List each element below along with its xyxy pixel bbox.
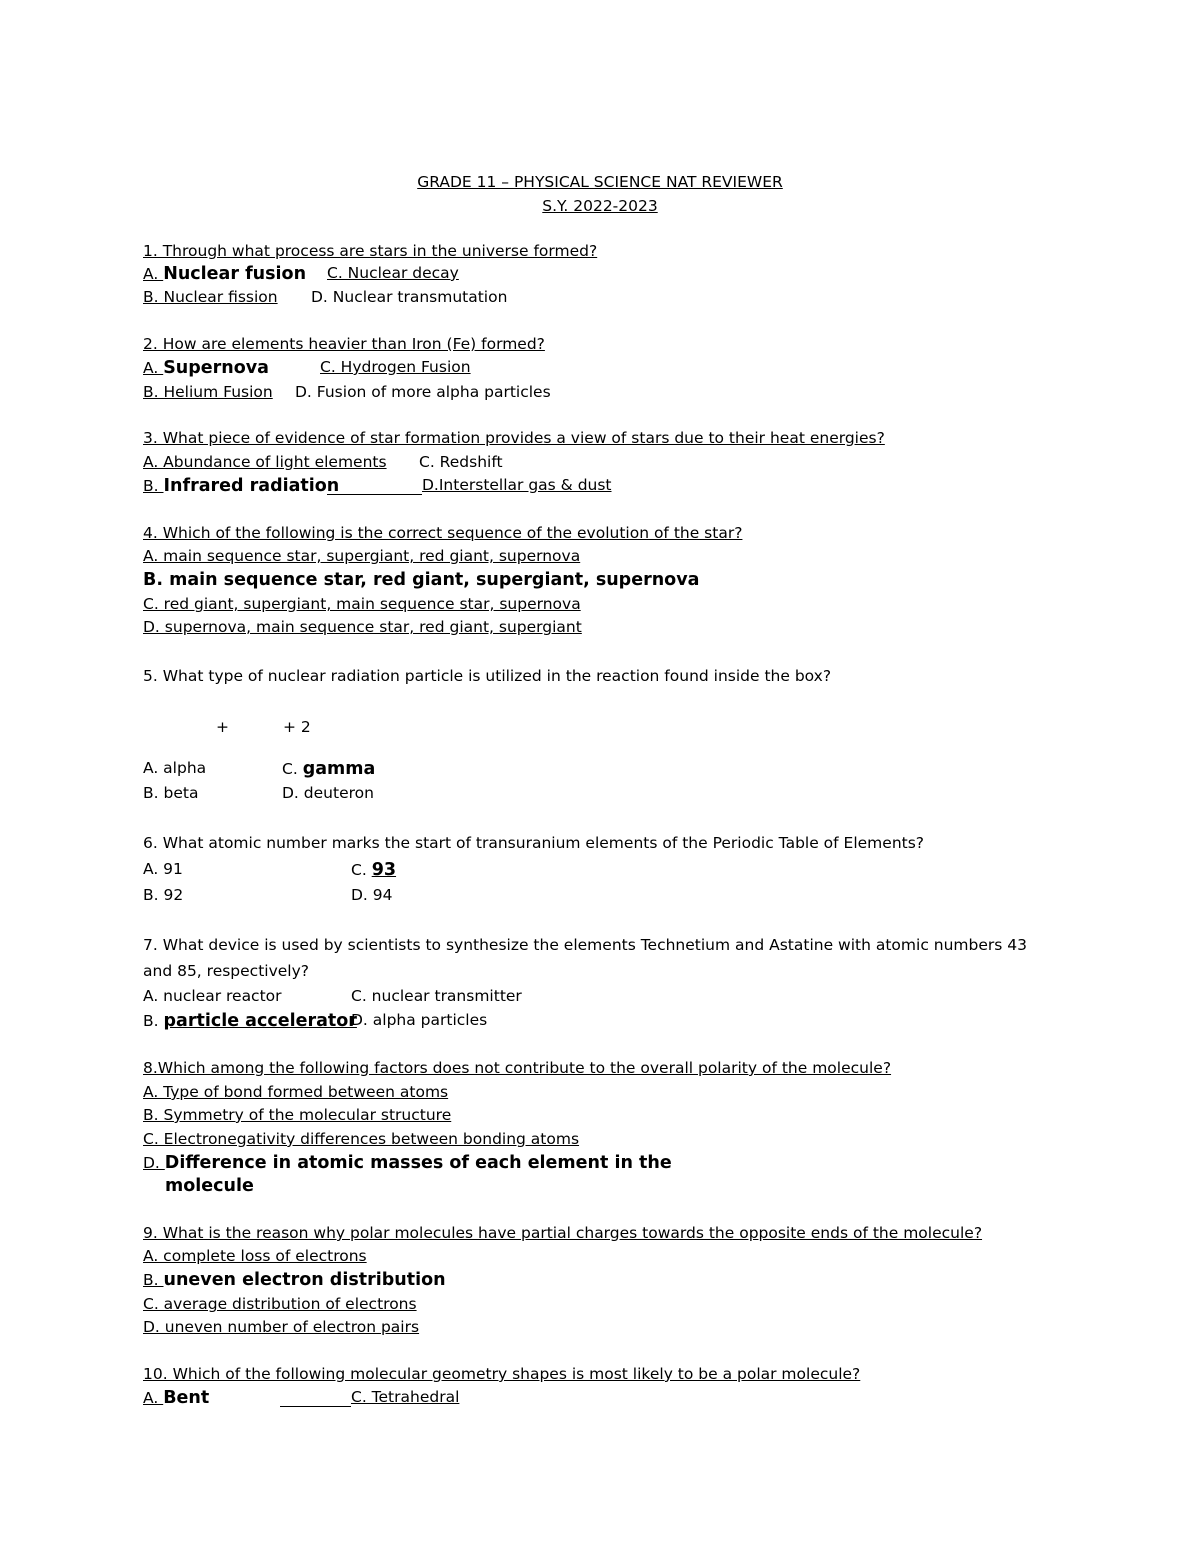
equation-plus: + bbox=[216, 718, 229, 736]
correct-answer-cont: molecule bbox=[165, 1176, 254, 1196]
choice-label: B. bbox=[143, 1012, 164, 1030]
question-7-line-1: 7. What device is used by scientists to synthesize the elements Technetium and Astatine with atomic numbers 43 bbox=[143, 936, 1027, 954]
question-9-row-b bbox=[143, 1272, 446, 1290]
question-1: 1. Through what process are stars in the universe formed? bbox=[143, 242, 598, 260]
question-4: 4. Which of the following is the correct sequence of the evolution of the star? bbox=[143, 524, 743, 542]
question-2: 2. How are elements heavier than Iron (Fe) formed? bbox=[143, 335, 545, 353]
question-6-row-2 bbox=[143, 886, 393, 904]
choice-c: C. Hydrogen Fusion bbox=[320, 358, 471, 376]
choice-a: A. complete loss of electrons bbox=[143, 1247, 367, 1265]
choice-a: A. main sequence star, supergiant, red giant, supernova bbox=[143, 547, 581, 565]
choice-d: D. 94 bbox=[351, 886, 393, 904]
choice-label: B. bbox=[143, 477, 164, 495]
choice-c: C. red giant, supergiant, main sequence star, supernova bbox=[143, 595, 581, 613]
question-5-row-2 bbox=[143, 784, 374, 802]
choice-a: A. 91 bbox=[143, 860, 183, 878]
choice-d: D. deuteron bbox=[282, 784, 374, 802]
question-10: 10. Which of the following molecular geometry shapes is most likely to be a polar molecule? bbox=[143, 1365, 861, 1383]
choice-label: A. bbox=[143, 359, 164, 377]
choice-a: A. alpha bbox=[143, 759, 207, 777]
question-5: 5. What type of nuclear radiation particle is utilized in the reaction found inside the box? bbox=[143, 667, 832, 685]
correct-answer: Nuclear fusion bbox=[163, 264, 307, 284]
choice-a: A. nuclear reactor bbox=[143, 987, 282, 1005]
correct-answer: gamma bbox=[302, 759, 376, 779]
choice-label: A. bbox=[143, 265, 164, 283]
choice-d: D. Fusion of more alpha particles bbox=[295, 383, 551, 401]
correct-answer: particle accelerator bbox=[163, 1011, 357, 1031]
choice-c: C. Redshift bbox=[419, 453, 503, 471]
equation-plus-2: + 2 bbox=[283, 718, 311, 736]
choice-c: C. nuclear transmitter bbox=[351, 987, 522, 1005]
choice-a: A. Abundance of light elements bbox=[143, 453, 387, 471]
correct-answer: uneven electron distribution bbox=[163, 1270, 446, 1290]
question-8-row-d bbox=[143, 1155, 672, 1173]
question-7-line-2: and 85, respectively? bbox=[143, 962, 310, 980]
choice-c: C. average distribution of electrons bbox=[143, 1295, 417, 1313]
question-6: 6. What atomic number marks the start of transuranium elements of the Periodic Table of Elements? bbox=[143, 834, 925, 852]
question-2-row-2 bbox=[143, 383, 551, 401]
question-7-row-1 bbox=[143, 987, 522, 1005]
choice-c: C. Nuclear decay bbox=[327, 264, 459, 282]
correct-answer: Bent bbox=[163, 1388, 210, 1408]
choice-label: B. bbox=[143, 1271, 164, 1289]
choice-c: C. Tetrahedral bbox=[351, 1388, 460, 1406]
answer-blank bbox=[327, 478, 422, 495]
choice-b: B. beta bbox=[143, 784, 199, 802]
choice-c: C. Electronegativity differences between bonding atoms bbox=[143, 1130, 580, 1148]
document-title: GRADE 11 – PHYSICAL SCIENCE NAT REVIEWER bbox=[417, 173, 783, 191]
choice-label: C. bbox=[282, 760, 303, 778]
correct-answer: B. main sequence star, red giant, supergiant, supernova bbox=[143, 570, 700, 590]
correct-answer: Supernova bbox=[163, 358, 269, 378]
choice-c bbox=[282, 761, 375, 779]
question-3-row-1 bbox=[143, 453, 503, 471]
question-10-row-1 bbox=[143, 1388, 460, 1408]
choice-d: D.Interstellar gas & dust bbox=[422, 476, 612, 494]
choice-b: B. 92 bbox=[143, 886, 184, 904]
choice-d: D. uneven number of electron pairs bbox=[143, 1318, 420, 1336]
question-9: 9. What is the reason why polar molecules have partial charges towards the opposite ends of the molecule? bbox=[143, 1224, 983, 1242]
correct-answer: Infrared radiation bbox=[163, 476, 340, 496]
choice-b: B. Nuclear fission bbox=[143, 288, 278, 306]
question-2-row-1 bbox=[143, 358, 471, 378]
correct-answer: 93 bbox=[371, 860, 397, 880]
choice-b: B. Symmetry of the molecular structure bbox=[143, 1106, 452, 1124]
choice-d: D. alpha particles bbox=[351, 1011, 488, 1029]
question-3: 3. What piece of evidence of star formation provides a view of stars due to their heat energies? bbox=[143, 429, 885, 447]
choice-a: A. Type of bond formed between atoms bbox=[143, 1083, 449, 1101]
question-5-row-1 bbox=[143, 759, 376, 779]
choice-label: A. bbox=[143, 1389, 164, 1407]
question-6-row-1 bbox=[143, 860, 397, 880]
question-7-row-2 bbox=[143, 1011, 488, 1031]
question-8: 8.Which among the following factors does not contribute to the overall polarity of the molecule? bbox=[143, 1059, 892, 1077]
choice-b: B. Helium Fusion bbox=[143, 383, 273, 401]
question-3-row-2 bbox=[143, 476, 612, 496]
choice-label: C. bbox=[351, 861, 372, 879]
choice-c bbox=[351, 862, 396, 880]
school-year: S.Y. 2022-2023 bbox=[542, 197, 658, 215]
choice-label: D. bbox=[143, 1154, 165, 1172]
question-1-row-2 bbox=[143, 288, 508, 306]
choice-d: D. supernova, main sequence star, red giant, supergiant bbox=[143, 618, 582, 636]
choice-d: D. Nuclear transmutation bbox=[311, 288, 508, 306]
answer-blank bbox=[280, 1390, 351, 1407]
correct-answer: Difference in atomic masses of each element in the bbox=[164, 1153, 672, 1173]
question-1-row-1 bbox=[143, 264, 459, 284]
